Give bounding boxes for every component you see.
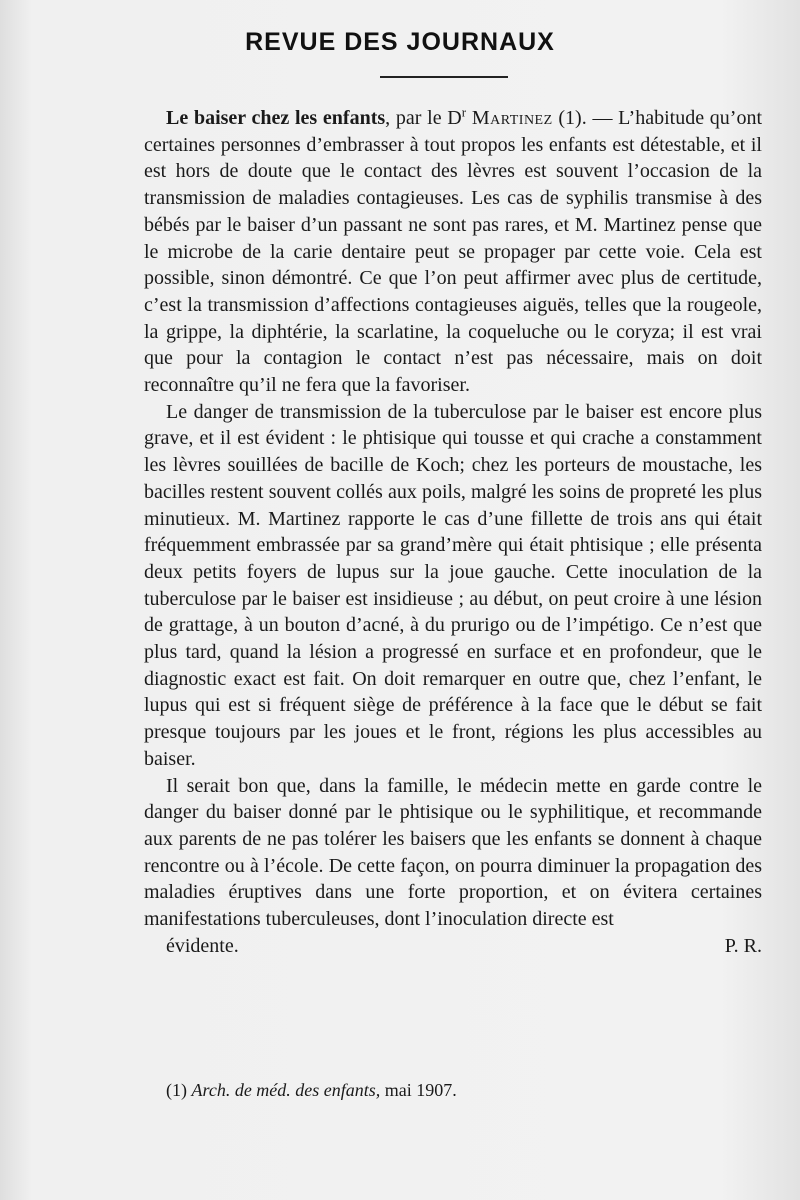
title-divider — [380, 76, 508, 78]
article-body — [144, 105, 762, 960]
last-line-text: évidente. — [166, 934, 239, 957]
footnote-reference: (1). — — [552, 107, 613, 129]
section-title: REVUE DES JOURNAUX — [245, 28, 555, 56]
paragraph-1-text: L’habitude qu’ont certaines personnes d’embrasser à tout propos les enfants est détestable, et il est hors de doute que le contact des lèvres est souvent l’occasion de la transmission de maladies contagieuses. Les cas de syphilis transmise à des bébés par le baiser d’un passant ne sont pas rares, et M. Martinez pense que le microbe de la carie dentaire peut se propager par cette voie. Cela est possible, sinon démontré. Ce que l’on peut affirmer avec plus de certitude, c’est la transmission d’affections contagieuses aiguës, telles que la rougeole, la grippe, la diphtérie, la scarlatine, la coqueluche ou le coryza; il est vrai que pour la contagion le contact n’est pas nécessaire, mais on doit reconnaître qu’il ne fera que la favoriser. — [144, 107, 763, 397]
closing-line — [144, 933, 762, 960]
author-name: Martinez — [471, 107, 553, 129]
signature: P. R. — [724, 934, 762, 957]
paragraph-1 — [144, 105, 762, 399]
paragraph-2: Le danger de transmission de la tuberculose par le baiser est encore plus grave, et il est évident : le phtisique qui tousse et qui crache a constamment les lèvres souillées de bacille de Koch; chez les porteurs de moustache, les bacilles restent souvent collés aux poils, malgré les soins de propreté les plus minutieux. M. Martinez rapporte le cas d’une fillette de trois ans qui était fréquemment embrassée par sa grand’mère qui était phtisique ; elle présenta deux petits foyers de lupus sur la joue gauche. Cette inoculation de la tuberculose par le baiser est insidieuse ; au début, on peut croire à une lésion de grattage, à un bouton d’acné, à du prurigo ou de l’impétigo. Ce n’est que plus tard, quand la lésion a progressé en surface et en profondeur, que le diagnostic exact est fait. On doit remarquer en outre que, chez l’enfant, le lupus qui est si fréquent siège de préférence à la face que le début se fait presque toujours par les joues et le front, régions les plus accessibles au baiser. — [144, 400, 762, 770]
footnote-date: mai 1907. — [384, 1080, 457, 1100]
footnote-marker: (1) — [166, 1080, 187, 1100]
article-title: Le baiser chez les enfants — [166, 107, 386, 129]
author-title-superscript: r — [461, 104, 467, 120]
paragraph-3: Il serait bon que, dans la famille, le médecin mette en garde contre le danger du baiser donné par le phtisique ou le syphilitique, et recommande aux parents de ne pas tolérer les baisers que les enfants se donnent à chaque rencontre ou à l’école. De cette façon, on pourra diminuer la propagation des maladies éruptives dans une forte proportion, et on évitera certaines manifestations tuberculeuses, dont l’inoculation directe est — [144, 774, 762, 931]
footnote — [166, 1080, 457, 1101]
footnote-source: Arch. de méd. des enfants, — [191, 1080, 381, 1100]
author-prefix: , par le D — [385, 107, 462, 129]
